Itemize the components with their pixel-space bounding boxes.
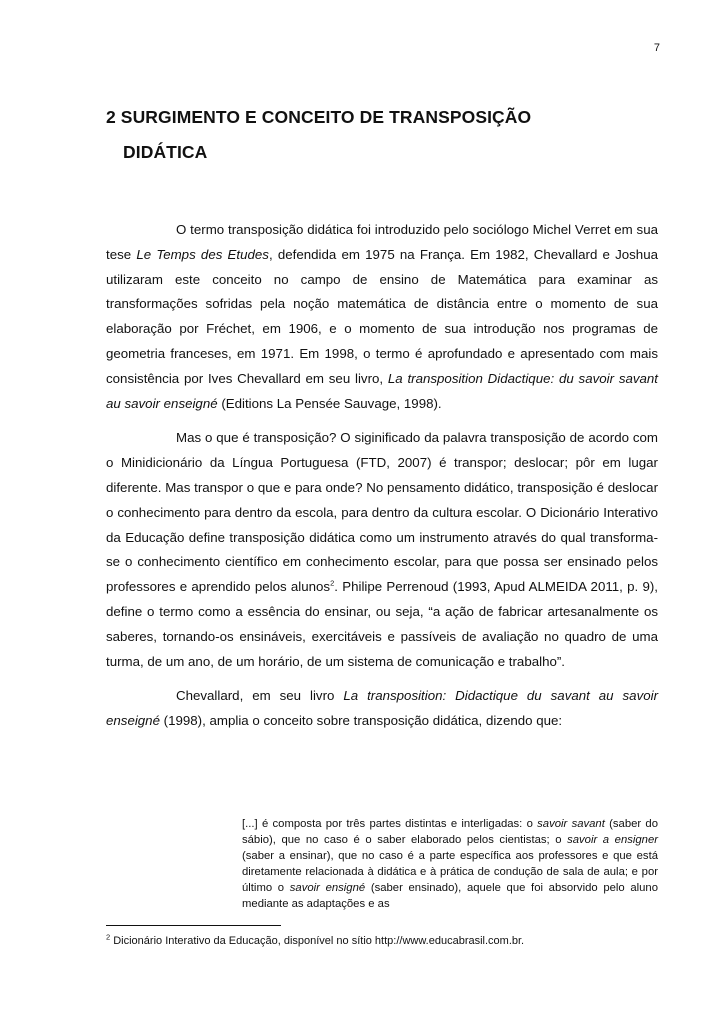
footnote-separator: [106, 925, 281, 926]
quote-term-savoir-ensigne: savoir ensigné: [289, 882, 366, 894]
section-heading-line2: DIDÁTICA: [123, 142, 208, 162]
quote-term-savoir-savant: savoir savant: [537, 818, 605, 830]
paragraph-2-text-a: Mas o que é transposição? O siginificado da palavra transposição de acordo com o Minidicionário da Língua Portuguesa (FTD, 2007) é transpor; deslocar; pôr em lugar diferente. Mas transpor o que e para onde? No pensamento didático, transposição é deslocar o conhecimento para dentro da escola, para dentro da cultura escolar. O Dicionário Interativo da Educação define transposição didática como um instrumento através do qual transforma-se o conhecimento científico em conhecimento escolar, para que possa ser ensinado pelos professores e aprendido pelos alunos: [106, 430, 658, 595]
paragraph-3-text-a: Chevallard, em seu livro: [176, 688, 344, 704]
section-heading: [106, 100, 666, 170]
footnote: [106, 934, 666, 948]
paragraph-1-text-a: O termo transposição didática foi introduzido pelo sociólogo Michel Verret em sua tese: [106, 222, 658, 262]
paragraph-3-text-c: (1998), amplia o conceito sobre transposição didática, dizendo que:: [159, 713, 563, 729]
paragraph-1-text-e: (Editions La Pensée Sauvage, 1998).: [217, 395, 442, 411]
page-number: 7: [653, 42, 660, 54]
quote-text-e: (saber a ensinar), que no caso é a parte específica aos professores e que está diretamente relacionada à didática e à prática de condução de sala de aula; e por último o: [242, 850, 658, 894]
paragraph-2: [106, 426, 658, 674]
body-text: [106, 218, 658, 744]
quote-text-a: [...] é composta por três partes distintas e interligadas: o: [242, 818, 538, 830]
book-title-la-transposition-didactique: La transposition: Didactique du savant au savoir enseigné: [106, 688, 658, 729]
paragraph-1: [106, 218, 658, 416]
paragraph-1-text-c: , defendida em 1975 na França. Em 1982, Chevallard e Joshua utilizaram este conceito no campo de ensino de Matemática para examinar as transformações sofridas pela noção matemática de distância entre o momento de sua elaboração por Fréchet, em 1906, e o momento de sua introdução nos programas de geometria franceses, em 1971. Em 1998, o termo é aprofundado e apresentado com mais consistência por Ives Chevallard em seu livro,: [106, 246, 658, 386]
paragraph-3: [106, 684, 658, 734]
footnote-number: 2: [106, 932, 111, 942]
quote-term-savoir-a-ensigner: savoir a ensigner: [567, 834, 658, 846]
quote-text-c: (saber do sábio), que no caso é o saber elaborado pelos cientistas; o: [242, 818, 658, 846]
quote-text-g: (saber ensinado), aquele que foi absorvido pelo aluno mediante as adaptações e as: [242, 882, 658, 910]
section-heading-line1: 2 SURGIMENTO E CONCEITO DE TRANSPOSIÇÃO: [106, 107, 532, 127]
book-title-la-transposition: La transposition Didactique: du savoir savant au savoir enseigné: [106, 370, 658, 411]
footnote-reference: 2: [330, 578, 335, 588]
book-title-le-temps-des-etudes: Le Temps des Etudes: [136, 246, 269, 262]
paragraph-2-text-b: . Philipe Perrenoud (1993, Apud ALMEIDA 2011, p. 9), define o termo como a essência do ensinar, ou seja, “a ação de fabricar artesanalmente os saberes, tornando-os ensináveis, exercitáveis e passíveis de avaliação no quadro de uma turma, de um ano, de um horário, de um sistema de comunicação e trabalho”.: [106, 579, 658, 669]
block-quote: [242, 816, 658, 912]
footnote-text: Dicionário Interativo da Educação, disponível no sítio http://www.educabrasil.com.br.: [110, 935, 525, 947]
